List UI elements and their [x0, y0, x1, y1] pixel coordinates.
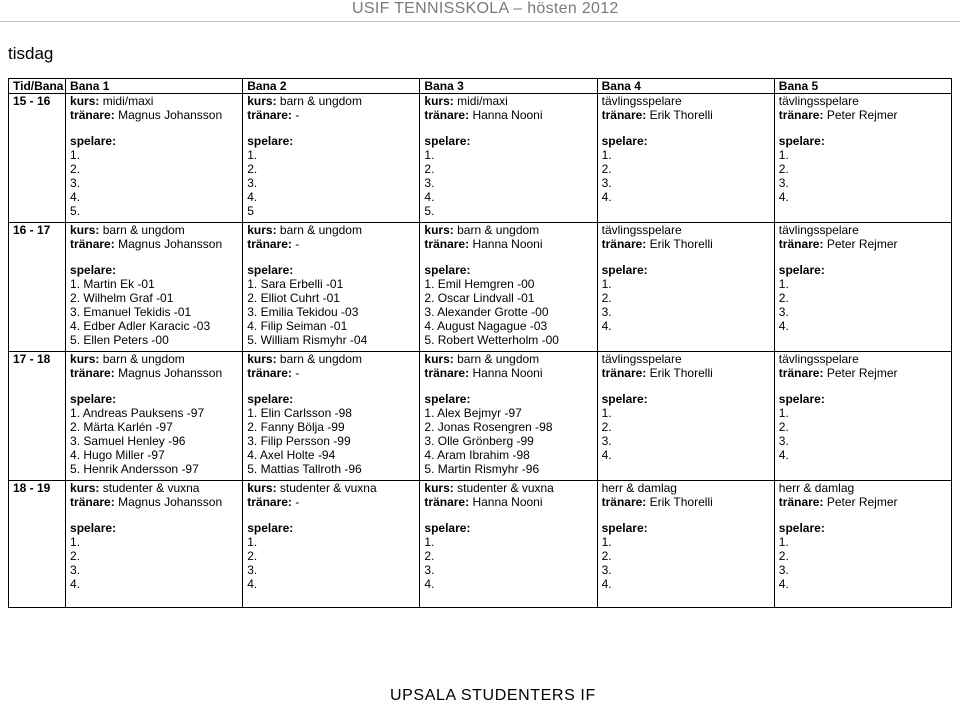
coach-label: tränare: [601, 108, 647, 122]
coach-label: tränare: [424, 495, 470, 509]
column-header-bana-3: Bana 3 [420, 79, 597, 94]
player-entry: 3. [778, 563, 789, 577]
course-label: kurs: [424, 223, 454, 237]
course-name: tävlingsspelare [778, 223, 859, 237]
header-divider [0, 21, 960, 22]
court-cell [243, 223, 420, 352]
course-name: tävlingsspelare [601, 352, 682, 366]
player-entry: 1. [601, 535, 612, 549]
course-name: herr & damlag [601, 481, 677, 495]
course-name: tävlingsspelare [601, 223, 682, 237]
coach-line [70, 237, 242, 251]
player-entry: 5. William Rismyhr -04 [247, 333, 368, 347]
player-entry: 4. [247, 577, 258, 591]
players-label: spelare: [70, 134, 117, 148]
coach-label: tränare: [424, 108, 470, 122]
coach-label: tränare: [778, 108, 824, 122]
course-line [424, 352, 596, 366]
player-entry: 2. [778, 549, 789, 563]
spacer [424, 380, 596, 392]
spacer [779, 380, 951, 392]
players-label: spelare: [70, 392, 117, 406]
players-label: spelare: [247, 521, 294, 535]
coach-line [602, 108, 774, 122]
course-line [424, 481, 596, 495]
course-line [247, 94, 419, 108]
player-entry: 2. [778, 291, 789, 305]
coach-name: - [295, 495, 300, 509]
court-cell [420, 94, 597, 223]
coach-label: tränare: [247, 108, 292, 122]
player-entry: 3. [247, 563, 258, 577]
coach-name: - [295, 366, 300, 380]
course-label: kurs: [70, 352, 100, 366]
player-entry: 3. [778, 176, 789, 190]
player-entry: 3. [424, 176, 435, 190]
coach-line [70, 366, 242, 380]
players-label: spelare: [247, 392, 294, 406]
course-name: midi/maxi [457, 94, 508, 108]
coach-label: tränare: [70, 237, 115, 251]
coach-name: Peter Rejmer [826, 108, 898, 122]
column-header-time: Tid/Bana [9, 79, 66, 94]
player-entry: 3. [70, 563, 81, 577]
player-entry: 1. [778, 148, 789, 162]
coach-label: tränare: [778, 237, 824, 251]
coach-name: Peter Rejmer [826, 495, 898, 509]
player-entry: 1. Andreas Pauksens -97 [70, 406, 205, 420]
course-name: barn & ungdom [457, 352, 540, 366]
course-name: studenter & vuxna [102, 481, 200, 495]
player-entry: 4. [70, 577, 81, 591]
player-entry: 5. Robert Wetterholm -00 [424, 333, 559, 347]
course-line [602, 352, 774, 366]
spacer [602, 380, 774, 392]
coach-name: Peter Rejmer [826, 366, 898, 380]
court-cell [243, 352, 420, 481]
spacer [424, 122, 596, 134]
coach-line [602, 495, 774, 509]
court-cell [420, 223, 597, 352]
player-entry: 1. [424, 535, 435, 549]
course-name: barn & ungdom [102, 352, 185, 366]
course-label: kurs: [247, 352, 277, 366]
course-label: kurs: [424, 481, 454, 495]
coach-label: tränare: [778, 495, 824, 509]
player-entry: 2. [424, 162, 435, 176]
coach-label: tränare: [247, 237, 292, 251]
player-entry: 3. [601, 305, 612, 319]
players-label: spelare: [424, 521, 471, 535]
player-entry: 2. Jonas Rosengren -98 [424, 420, 553, 434]
course-line [70, 223, 242, 237]
coach-line [424, 495, 596, 509]
course-name: midi/maxi [102, 94, 154, 108]
table-row [9, 352, 952, 481]
coach-name: Hanna Nooni [472, 495, 543, 509]
coach-name: - [295, 237, 300, 251]
player-entry: 1. [70, 148, 81, 162]
coach-line [424, 108, 596, 122]
course-line [247, 352, 419, 366]
course-label: kurs: [424, 352, 454, 366]
coach-name: Erik Thorelli [649, 237, 713, 251]
course-line [247, 223, 419, 237]
coach-line [70, 495, 242, 509]
players-label: spelare: [247, 134, 294, 148]
court-cell [774, 94, 951, 223]
coach-line [779, 495, 951, 509]
court-cell [243, 481, 420, 608]
spacer [247, 122, 419, 134]
course-name: studenter & vuxna [457, 481, 554, 495]
player-entry: 1. [778, 406, 789, 420]
coach-line [247, 495, 419, 509]
coach-line [602, 237, 774, 251]
course-line [779, 481, 951, 495]
course-name: barn & ungdom [457, 223, 540, 237]
course-name: studenter & vuxna [279, 481, 377, 495]
player-entry: 2. [601, 549, 612, 563]
coach-name: Hanna Nooni [472, 366, 543, 380]
player-entry: 4. [778, 448, 789, 462]
court-cell [774, 223, 951, 352]
player-entry: 2. Märta Karlén -97 [70, 420, 173, 434]
player-entry: 1. [601, 277, 612, 291]
player-entry: 1. [778, 277, 789, 291]
player-entry: 3. [778, 305, 789, 319]
court-cell [597, 223, 774, 352]
player-entry: 4. Aram Ibrahim -98 [424, 448, 530, 462]
player-entry: 1. [247, 535, 258, 549]
player-entry: 2. [778, 162, 789, 176]
player-entry: 5. Martin Rismyhr -96 [424, 462, 540, 476]
table-row [9, 223, 952, 352]
course-name: tävlingsspelare [778, 94, 859, 108]
coach-name: Peter Rejmer [826, 237, 898, 251]
player-entry: 5. Henrik Andersson -97 [70, 462, 199, 476]
player-entry: 2. [778, 420, 789, 434]
coach-name: Erik Thorelli [649, 495, 713, 509]
coach-label: tränare: [70, 495, 115, 509]
spacer [424, 251, 596, 263]
course-line [779, 223, 951, 237]
player-entry: 2. Oscar Lindvall -01 [424, 291, 535, 305]
player-entry: 2. Elliot Cuhrt -01 [247, 291, 340, 305]
player-entry: 4. [70, 190, 81, 204]
players-label: spelare: [778, 392, 825, 406]
player-entry: 3. [601, 563, 612, 577]
player-entry: 1. Alex Bejmyr -97 [424, 406, 522, 420]
time-slot: 15 - 16 [9, 94, 66, 223]
spacer [247, 380, 419, 392]
course-line [602, 223, 774, 237]
course-line [247, 481, 419, 495]
player-entry: 2. Wilhelm Graf -01 [70, 291, 174, 305]
player-entry: 2. Fanny Bölja -99 [247, 420, 345, 434]
course-label: kurs: [424, 94, 454, 108]
column-header-bana-4: Bana 4 [597, 79, 774, 94]
court-cell [597, 352, 774, 481]
player-entry: 4. Filip Seiman -01 [247, 319, 348, 333]
player-entry: 1. Emil Hemgren -00 [424, 277, 535, 291]
course-label: kurs: [70, 481, 100, 495]
spacer [602, 122, 774, 134]
court-cell [774, 352, 951, 481]
player-entry: 1. [247, 148, 258, 162]
players-label: spelare: [424, 134, 471, 148]
player-entry: 3. [601, 176, 612, 190]
player-entry: 4. [601, 319, 612, 333]
player-entry: 4. [424, 577, 435, 591]
player-entry: 3. [601, 434, 612, 448]
coach-line [70, 108, 242, 122]
column-header-bana-5: Bana 5 [774, 79, 951, 94]
coach-name: Magnus Johansson [118, 108, 223, 122]
court-cell [420, 481, 597, 608]
spacer [70, 380, 242, 392]
coach-label: tränare: [601, 366, 647, 380]
footer-club-name: UPSALA STUDENTERS IF [390, 687, 596, 704]
course-name: barn & ungdom [102, 223, 185, 237]
player-entry: 3. Emanuel Tekidis -01 [70, 305, 192, 319]
court-cell [597, 481, 774, 608]
coach-line [247, 237, 419, 251]
document-title: USIF TENNISSKOLA – hösten 2012 [352, 0, 619, 17]
coach-label: tränare: [601, 495, 647, 509]
court-cell [774, 481, 951, 608]
table-row [9, 481, 952, 608]
spacer [70, 122, 242, 134]
player-entry: 3. [424, 563, 435, 577]
course-line [424, 223, 596, 237]
players-label: spelare: [601, 521, 648, 535]
players-label: spelare: [70, 521, 117, 535]
time-slot: 18 - 19 [9, 481, 66, 608]
player-entry: 4. [601, 448, 612, 462]
course-line [70, 481, 242, 495]
player-entry: 1. [70, 535, 81, 549]
player-entry: 5. [70, 204, 81, 218]
player-entry: 2. [70, 162, 81, 176]
column-header-bana-2: Bana 2 [243, 79, 420, 94]
player-entry: 4. [778, 190, 789, 204]
court-cell [420, 352, 597, 481]
course-name: tävlingsspelare [778, 352, 859, 366]
coach-label: tränare: [247, 495, 292, 509]
player-entry: 3. Alexander Grotte -00 [424, 305, 549, 319]
players-label: spelare: [778, 134, 825, 148]
players-label: spelare: [424, 263, 471, 277]
coach-label: tränare: [70, 108, 115, 122]
spacer [70, 251, 242, 263]
time-slot: 17 - 18 [9, 352, 66, 481]
coach-name: Magnus Johansson [118, 366, 223, 380]
player-entry: 5. Mattias Tallroth -96 [247, 462, 362, 476]
coach-name: - [295, 108, 300, 122]
player-entry: 2. [601, 291, 612, 305]
players-label: spelare: [778, 521, 825, 535]
players-label: spelare: [70, 263, 117, 277]
player-entry: 4. [601, 190, 612, 204]
column-header-bana-1: Bana 1 [66, 79, 243, 94]
player-entry: 1. Elin Carlsson -98 [247, 406, 352, 420]
spacer [70, 509, 242, 521]
coach-line [247, 108, 419, 122]
player-entry: 4. Edber Adler Karacic -03 [70, 319, 211, 333]
coach-line [247, 366, 419, 380]
course-line [424, 94, 596, 108]
coach-line [779, 237, 951, 251]
spacer [602, 251, 774, 263]
table-header-row [9, 79, 952, 94]
coach-line [779, 366, 951, 380]
players-label: spelare: [601, 392, 648, 406]
coach-label: tränare: [778, 366, 824, 380]
coach-label: tränare: [424, 366, 470, 380]
schedule-table [8, 78, 952, 608]
course-name: barn & ungdom [279, 223, 362, 237]
coach-label: tränare: [247, 366, 292, 380]
player-entry: 1. [601, 148, 612, 162]
course-line [602, 94, 774, 108]
course-line [70, 352, 242, 366]
coach-name: Hanna Nooni [472, 237, 543, 251]
course-line [779, 352, 951, 366]
court-cell [66, 94, 243, 223]
player-entry: 4. Hugo Miller -97 [70, 448, 165, 462]
spacer [779, 122, 951, 134]
player-entry: 3. Filip Persson -99 [247, 434, 351, 448]
court-cell [243, 94, 420, 223]
player-entry: 3. Samuel Henley -96 [70, 434, 186, 448]
players-label: spelare: [247, 263, 294, 277]
spacer [247, 509, 419, 521]
course-label: kurs: [247, 223, 277, 237]
player-entry: 2. [424, 549, 435, 563]
coach-line [424, 366, 596, 380]
player-entry: 4. [424, 190, 435, 204]
player-entry: 4. [601, 577, 612, 591]
course-name: barn & ungdom [279, 352, 362, 366]
players-label: spelare: [601, 134, 648, 148]
spacer [602, 509, 774, 521]
day-label: tisdag [8, 44, 54, 63]
course-label: kurs: [70, 223, 100, 237]
coach-line [424, 237, 596, 251]
player-entry: 1. Sara Erbelli -01 [247, 277, 344, 291]
course-name: herr & damlag [778, 481, 855, 495]
player-entry: 1. [424, 148, 435, 162]
player-entry: 5 [247, 204, 254, 218]
spacer [424, 509, 596, 521]
player-entry: 3. [70, 176, 81, 190]
players-label: spelare: [601, 263, 648, 277]
coach-name: Hanna Nooni [472, 108, 543, 122]
coach-label: tränare: [70, 366, 115, 380]
player-entry: 1. [601, 406, 612, 420]
spacer [779, 251, 951, 263]
coach-name: Erik Thorelli [649, 108, 713, 122]
court-cell [597, 94, 774, 223]
coach-label: tränare: [601, 237, 647, 251]
players-label: spelare: [778, 263, 825, 277]
player-entry: 5. [424, 204, 435, 218]
table-row [9, 94, 952, 223]
coach-name: Erik Thorelli [649, 366, 713, 380]
player-entry: 2. [601, 162, 612, 176]
spacer [247, 251, 419, 263]
player-entry: 3. Olle Grönberg -99 [424, 434, 534, 448]
player-entry: 4. [247, 190, 258, 204]
player-entry: 3. [778, 434, 789, 448]
course-label: kurs: [247, 481, 277, 495]
course-line [602, 481, 774, 495]
time-slot: 16 - 17 [9, 223, 66, 352]
course-name: barn & ungdom [279, 94, 362, 108]
player-entry: 2. [247, 549, 258, 563]
course-label: kurs: [70, 94, 100, 108]
court-cell [66, 481, 243, 608]
court-cell [66, 223, 243, 352]
player-entry: 4. Axel Holte -94 [247, 448, 336, 462]
players-label: spelare: [424, 392, 471, 406]
player-entry: 4. [778, 319, 789, 333]
player-entry: 4. August Nagague -03 [424, 319, 548, 333]
coach-name: Magnus Johansson [118, 495, 223, 509]
course-name: tävlingsspelare [601, 94, 682, 108]
player-entry: 2. [601, 420, 612, 434]
course-line [70, 94, 242, 108]
coach-line [779, 108, 951, 122]
player-entry: 4. [778, 577, 789, 591]
player-entry: 2. [70, 549, 81, 563]
court-cell [66, 352, 243, 481]
coach-line [602, 366, 774, 380]
player-entry: 1. Martin Ek -01 [70, 277, 155, 291]
player-entry: 2. [247, 162, 258, 176]
coach-label: tränare: [424, 237, 470, 251]
coach-name: Magnus Johansson [118, 237, 223, 251]
player-entry: 3. [247, 176, 258, 190]
course-line [779, 94, 951, 108]
spacer [779, 509, 951, 521]
player-entry: 3. Emilia Tekidou -03 [247, 305, 359, 319]
course-label: kurs: [247, 94, 277, 108]
player-entry: 5. Ellen Peters -00 [70, 333, 169, 347]
player-entry: 1. [778, 535, 789, 549]
